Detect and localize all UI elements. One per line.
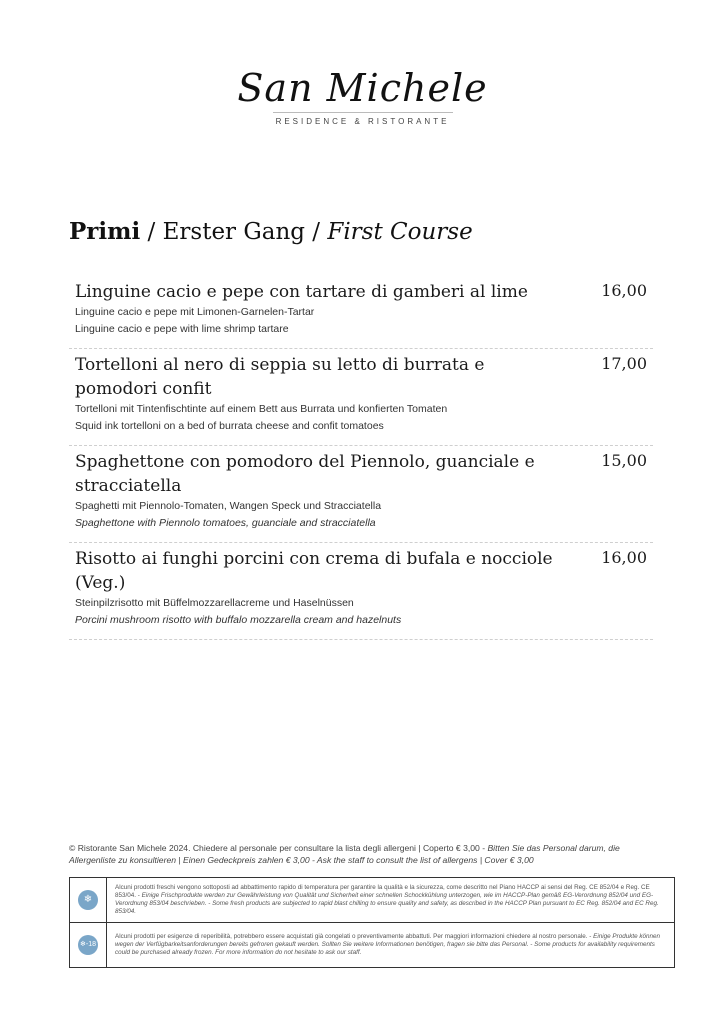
menu-item-german: Spaghetti mit Piennolo-Tomaten, Wangen Speck und Stracciatella [75,500,382,512]
menu-item-english: Squid ink tortelloni on a bed of burrata cheese and confit tomatoes [75,420,384,432]
menu-item-price: 17,00 [601,354,647,373]
logo-divider [273,112,453,113]
menu-item-english: Spaghettone with Piennolo tomatoes, guanciale and stracciatella [75,517,376,529]
section-title-it: Primi [69,218,141,245]
menu-item-price: 16,00 [601,548,647,567]
section-title-de: Erster Gang [162,219,305,245]
footnote-text: © Ristorante San Michele 2024. Chiedere al personale per consultare la lista degli allergeni | Coperto € 3,00 - [69,843,488,853]
section-title-separator: / [140,219,163,245]
menu-item-german: Steinpilzrisotto mit Büffelmozzarellacreme und Haselnüssen [75,597,354,609]
section-title-separator: / [304,219,328,245]
menu-item-name: Risotto ai funghi porcini con crema di bufala e nocciole (Veg.) [75,549,553,593]
notice-text: Alcuni prodotti freschi vengono sottoposti ad abbattimento rapido di temperatura per garantire la qualità e la sicurezza, come descritto nel Piano HACCP ai sensi del Reg. CE 852/04 e Reg. CE 853/04. - Einige Frischprodukte werden zur Gewährleistung von Qualität und Sicherheit einer schnellen Schockkühlung unterzogen, wie im HACCP-Plan gemäß EG-Verordnung 852/04 und EG-Verordnung 853/04 beschrieben. - Some fresh products are subjected to rapid blast chilling to ensure quality and safety, as described in the HACCP Plan pursuant to EC Reg. 852/04 and EC Reg. 853/04. [115,884,659,915]
menu-item-german: Tortelloni mit Tintenfischtinte auf einem Bett aus Burrata und konfierten Tomaten [75,403,448,415]
brand-subtitle: RESIDENCE & RISTORANTE [275,117,450,126]
menu-item-german: Linguine cacio e pepe mit Limonen-Garnelen-Tartar [75,306,315,318]
brand-name: San Michele [237,66,488,110]
notice-row-frozen [70,922,674,967]
brand-logo [0,66,725,126]
menu-item [69,349,653,446]
menu-item-price: 16,00 [601,281,647,300]
menu-item-price: 15,00 [601,451,647,470]
notice-text: Alcuni prodotti per esigenze di reperibilità, potrebbero essere acquistati già congelati o preventivamente abbattuti. Per maggiori informazioni chiedere al nostro personale. - Einige Produkte können wegen der Verfügbarkeitsanforderungen bereits gefroren gekauft werden. Sollten Sie weitere Informationen benötigen, fragen sie bitte das Personal. - Some products for availability requirements could be purchased already frozen. For more information do not hesitate to ask our staff. [115,933,661,956]
notice-box [69,877,675,968]
menu-item [69,543,653,640]
menu-item-english: Porcini mushroom risotto with buffalo mozzarella cream and hazelnuts [75,614,402,626]
footnote-translation: Bitten Sie das Personal darum, die Allergenliste zu konsultieren | Einen Gedeckpreis zahlen € 3,00 - Ask the staff to consult the list of allergens | Cover € 3,00 [69,843,620,865]
snowflake-icon: ❄ [78,890,98,910]
menu-item-english: Linguine cacio e pepe with lime shrimp tartare [75,323,289,335]
menu-item-name: Tortelloni al nero di seppia su letto di burrata e pomodori confit [75,355,485,399]
notice-row-blast-chilling [70,878,674,922]
menu-item-name: Spaghettone con pomodoro del Piennolo, guanciale e stracciatella [75,452,535,496]
allergen-footnote [69,842,659,866]
menu-item [69,276,653,349]
menu-item [69,446,653,543]
section-title-en: First Course [327,219,473,245]
frozen-icon: ❄-18 [78,935,98,955]
menu-item-name: Linguine cacio e pepe con tartare di gamberi al lime [75,282,528,302]
section-title [69,218,473,245]
menu-items [69,276,653,640]
